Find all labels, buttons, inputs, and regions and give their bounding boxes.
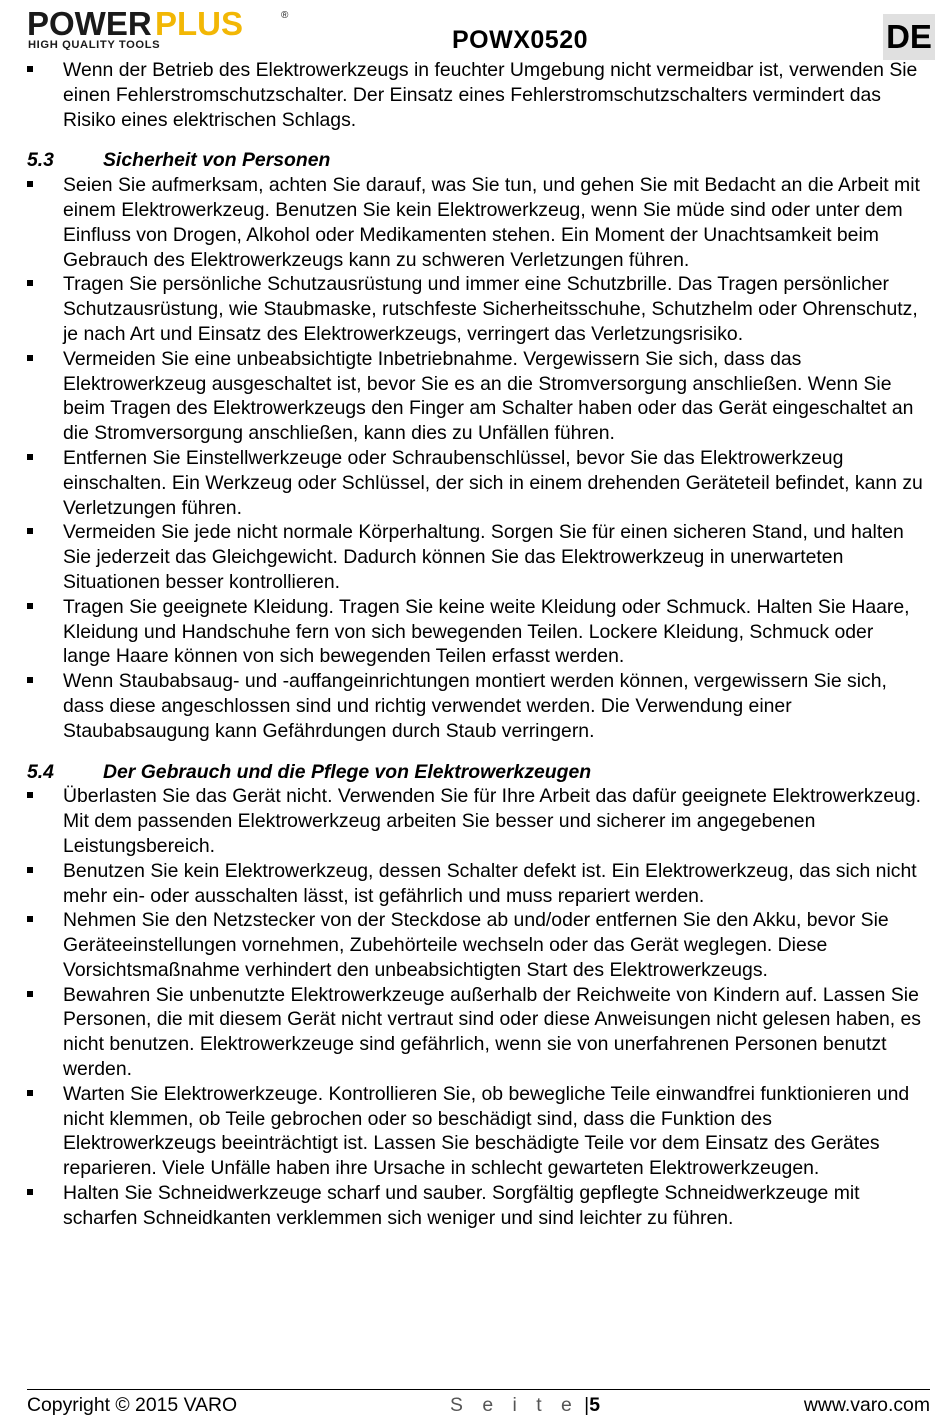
- list-item: [27, 173, 925, 272]
- list-item: [27, 1082, 925, 1181]
- list-item-text: Entfernen Sie Einstellwerkzeuge oder Schraubenschlüssel, bevor Sie das Elektrowerkzeug einschalten. Ein Werkzeug oder Schlüssel, der sich in einem drehenden Geräteteil befindet, kann zu Verletzungen führen.: [63, 446, 923, 519]
- list-item-text: Nehmen Sie den Netzstecker von der Steckdose ab und/oder entfernen Sie den Akku, bevor Sie Geräteeinstellungen vornehmen, Zubehörteile wechseln oder das Gerät weglegen. Diese Vorsichtsmaßnahme verhindert den unbeabsichtigten Start des Elektrowerkzeugs.: [63, 909, 889, 981]
- square-bullet-icon: [27, 867, 33, 873]
- list-item: [27, 58, 925, 132]
- section-title: Der Gebrauch und die Pflege von Elektrowerkzeugen: [103, 760, 592, 783]
- list-item: [27, 272, 925, 346]
- logo-plus-text: PLUS: [155, 6, 244, 42]
- square-bullet-icon: [27, 1090, 33, 1096]
- list-item: [27, 347, 925, 446]
- list-item-text: Bewahren Sie unbenutzte Elektrowerkzeuge außerhalb der Reichweite von Kindern auf. Lassen Sie Personen, die mit diesem Gerät nicht vertraut sind oder diese Anweisungen nicht gelesen haben, es nicht benutzen. Elektrowerkzeuge sind gefährlich, wenn sie von unerfahrenen Personen benutzt werden.: [63, 983, 922, 1081]
- list-item: [27, 446, 925, 520]
- powerplus-logo: [27, 6, 297, 50]
- list-item-text: Tragen Sie persönliche Schutzausrüstung und immer eine Schutzbrille. Das Tragen persönlicher Schutzausrüstung, wie Staubmaske, rutschfeste Sicherheitsschuhe, Schutzhelm oder Ohrenschutz, je nach Art und Einsatz des Elektrowerkzeugs, verringert das Verletzungsrisiko.: [63, 273, 918, 345]
- list-item: [27, 859, 925, 909]
- list-item-text: Tragen Sie geeignete Kleidung. Tragen Sie keine weite Kleidung oder Schmuck. Halten Sie Haare, Kleidung und Handschuhe fern von sich bewegenden Teilen. Lockere Kleidung, Schmuck oder lange Haare können von sich bewegenden Teilen erfasst werden.: [63, 595, 910, 668]
- logo-power-text: POWER: [27, 6, 152, 42]
- list-item-text: Wenn Staubabsaug- und -auffangeinrichtungen montiert werden können, vergewissern Sie sich, dass diese angeschlossen sind und richtig verwendet werden. Die Verwendung einer Staubabsaugung kann Gefährdungen durch Staub verringern.: [63, 670, 887, 742]
- list-item: [27, 983, 925, 1082]
- square-bullet-icon: [27, 1189, 33, 1195]
- page-number: 5: [589, 1394, 600, 1416]
- page-indicator: [450, 1394, 600, 1417]
- square-bullet-icon: [27, 355, 33, 361]
- list-item: [27, 669, 925, 743]
- square-bullet-icon: [27, 280, 33, 286]
- list-item-text: Überlasten Sie das Gerät nicht. Verwenden Sie für Ihre Arbeit das dafür geeignete Elektrowerkzeug. Mit dem passenden Elektrowerkzeug arbeiten Sie besser und sicherer im angegebenen Leistungsbereich.: [63, 785, 921, 857]
- list-item-text: Vermeiden Sie jede nicht normale Körperhaltung. Sorgen Sie für einen sicheren Stand, und halten Sie jederzeit das Gleichgewicht. Dadurch können Sie das Elektrowerkzeug in unerwarteten Situationen besser kontrollieren.: [63, 521, 904, 593]
- list-item: [27, 595, 925, 669]
- square-bullet-icon: [27, 528, 33, 534]
- page-footer: [27, 1394, 930, 1418]
- section-number: 5.4: [27, 760, 54, 783]
- website-link[interactable]: www.varo.com: [803, 1394, 930, 1416]
- list-item: [27, 784, 925, 858]
- section-5-4-bullet-list: [27, 784, 925, 1230]
- list-item-text: Benutzen Sie kein Elektrowerkzeug, dessen Schalter defekt ist. Ein Elektrowerkzeug, das sich nicht mehr ein- oder ausschalten lässt, ist gefährlich und muss repariert werden.: [63, 859, 917, 907]
- copyright-text: Copyright © 2015 VARO: [27, 1394, 238, 1416]
- list-item-text: Seien Sie aufmerksam, achten Sie darauf, was Sie tun, und gehen Sie mit Bedacht an die Arbeit mit einem Elektrowerkzeug. Benutzen Sie kein Elektrowerkzeug, wenn Sie müde sind oder unter dem Einfluss von Drogen, Alkohol oder Medikamenten stehen. Ein Moment der Unachtsamkeit beim Gebrauch des Elektrowerkzeugs kann zu schweren Verletzungen führen.: [63, 174, 920, 271]
- list-item-text: Wenn der Betrieb des Elektrowerkzeugs in feuchter Umgebung nicht vermeidbar ist, verwenden Sie einen Fehlerstromschutzschalter. Der Einsatz eines Fehlerstromschutzschalters vermindert das Risiko eines elektrischen Schlags.: [63, 59, 918, 131]
- document-body: [27, 58, 925, 1231]
- square-bullet-icon: [27, 454, 33, 460]
- section-heading-5-4: [27, 760, 925, 785]
- square-bullet-icon: [27, 181, 33, 187]
- square-bullet-icon: [27, 677, 33, 683]
- language-badge: DE: [883, 14, 935, 60]
- list-item: [27, 1181, 925, 1231]
- footer-divider: [27, 1389, 930, 1390]
- section-number: 5.3: [27, 149, 54, 172]
- section-title: Sicherheit von Personen: [103, 149, 331, 172]
- section-heading-5-3: [27, 148, 925, 173]
- page-separator: |: [584, 1394, 590, 1416]
- list-item-text: Vermeiden Sie eine unbeabsichtigte Inbetriebnahme. Vergewissern Sie sich, dass das Elektrowerkzeug ausgeschaltet ist, bevor Sie es an die Stromversorgung anschließen. Wenn Sie beim Tragen des Elektrowerkzeugs den Finger am Schalter haben oder das Gerät eingeschaltet an die Stromversorgung anschließen, kann dies zu Unfällen führen.: [63, 347, 914, 445]
- intro-bullet-list: [27, 58, 925, 132]
- square-bullet-icon: [27, 916, 33, 922]
- square-bullet-icon: [27, 991, 33, 997]
- list-item-text: Halten Sie Schneidwerkzeuge scharf und sauber. Sorgfältig gepflegte Schneidwerkzeuge mit scharfen Schneidkanten verklemmen sich weniger und sind leichter zu führen.: [63, 1182, 860, 1229]
- logo-tagline: HIGH QUALITY TOOLS: [28, 39, 161, 50]
- page-header: [0, 0, 950, 60]
- document-code: POWX0520: [452, 26, 589, 54]
- square-bullet-icon: [27, 792, 33, 798]
- page-word: S e i t e: [450, 1394, 579, 1416]
- list-item: [27, 908, 925, 982]
- list-item-text: Warten Sie Elektrowerkzeuge. Kontrollieren Sie, ob bewegliche Teile einwandfrei funktionieren und nicht klemmen, ob Teile gebrochen oder so beschädigt sind, dass die Funktion des Elektrowerkzeugs beeinträchtigt ist. Lassen Sie beschädigte Teile vor dem Einsatz des Gerätes reparieren. Viele Unfälle haben ihre Ursache in schlecht gewarteten Elektrowerkzeugen.: [63, 1082, 910, 1180]
- list-item: [27, 520, 925, 594]
- logo-registered-mark: ®: [281, 10, 289, 21]
- square-bullet-icon: [27, 603, 33, 609]
- square-bullet-icon: [27, 66, 33, 72]
- section-5-3-bullet-list: [27, 173, 925, 743]
